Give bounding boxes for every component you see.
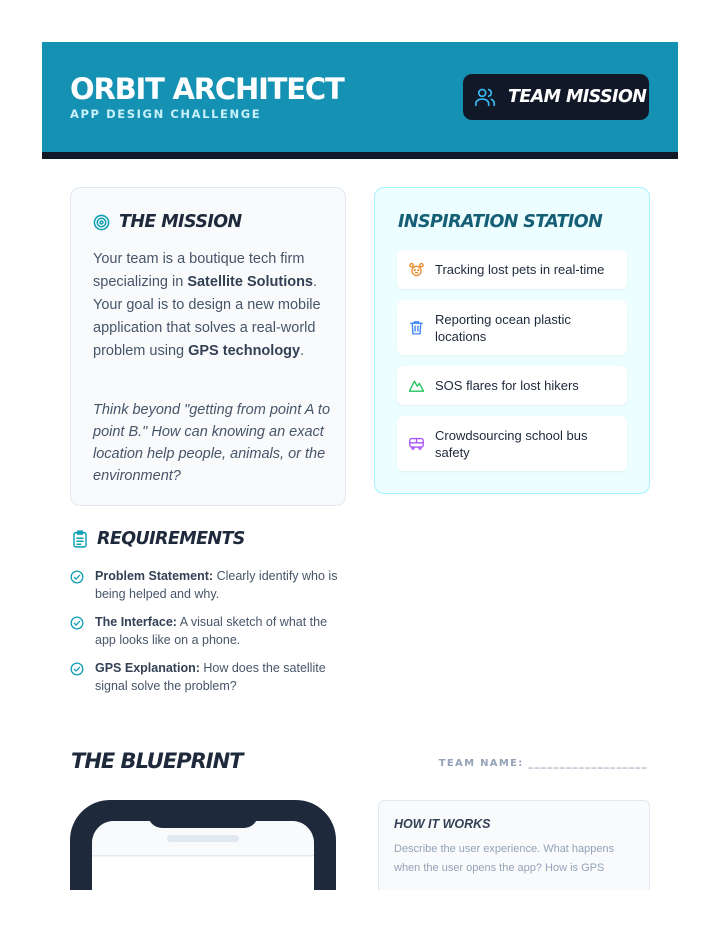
page-subtitle: APP DESIGN CHALLENGE — [70, 107, 262, 121]
header-banner — [42, 42, 678, 152]
target-icon — [93, 214, 110, 231]
users-icon — [474, 86, 496, 108]
mission-heading-row — [93, 212, 242, 232]
check-circle-icon — [70, 570, 84, 584]
trash-icon — [408, 319, 425, 336]
blueprint-heading: THE BLUEPRINT — [71, 749, 243, 773]
highlight-gps: GPS technology — [188, 343, 301, 359]
inspiration-item: Reporting ocean plastic locations — [397, 300, 627, 355]
inspiration-item: SOS flares for lost hikers — [397, 366, 627, 405]
requirements-heading-row — [72, 529, 245, 549]
check-circle-icon — [70, 616, 84, 630]
mission-card — [70, 187, 346, 506]
phone-speaker-pill — [167, 835, 239, 842]
requirement-item: The Interface: A visual sketch of what the app looks like on a phone. — [70, 613, 350, 649]
inspiration-card — [374, 187, 650, 494]
check-circle-icon — [70, 662, 84, 676]
mission-heading: THE MISSION — [119, 212, 242, 232]
how-it-works-heading: HOW IT WORKS — [394, 817, 491, 831]
highlight-satellite: Satellite Solutions — [187, 274, 313, 290]
requirement-item: Problem Statement: Clearly identify who is being helped and why. — [70, 567, 350, 603]
inspiration-item: Tracking lost pets in real-time — [397, 250, 627, 289]
requirement-item: GPS Explanation: How does the satellite signal solve the problem? — [70, 659, 350, 695]
inspiration-item: Crowdsourcing school bus safety — [397, 416, 627, 471]
paw-icon — [408, 261, 425, 278]
badge-label: TEAM MISSION — [508, 87, 647, 107]
team-mission-badge — [463, 74, 649, 120]
phone-notch — [148, 800, 258, 828]
mountain-icon — [408, 377, 425, 394]
inspiration-heading: INSPIRATION STATION — [398, 212, 603, 232]
header-divider — [42, 152, 678, 159]
mission-prompt: Think beyond "getting from point A to point B." How can knowing an exact location help people, animals, or the environment? — [93, 402, 331, 484]
team-name-field: TEAM NAME: ___________________ — [438, 758, 648, 769]
mission-description: Your team is a boutique tech firm specializing in Satellite Solutions. Your goal is to design a new mobile application that solves a real-world problem using GPS technology. — [93, 251, 321, 359]
clipboard-icon — [72, 530, 88, 548]
page-bottom-margin — [0, 890, 720, 932]
page-title: ORBIT ARCHITECT — [70, 72, 344, 106]
requirements-heading: REQUIREMENTS — [97, 529, 245, 549]
how-it-works-prompt: Describe the user experience. What happens when the user opens the app? How is GPS — [394, 843, 615, 874]
bus-icon — [408, 435, 425, 452]
